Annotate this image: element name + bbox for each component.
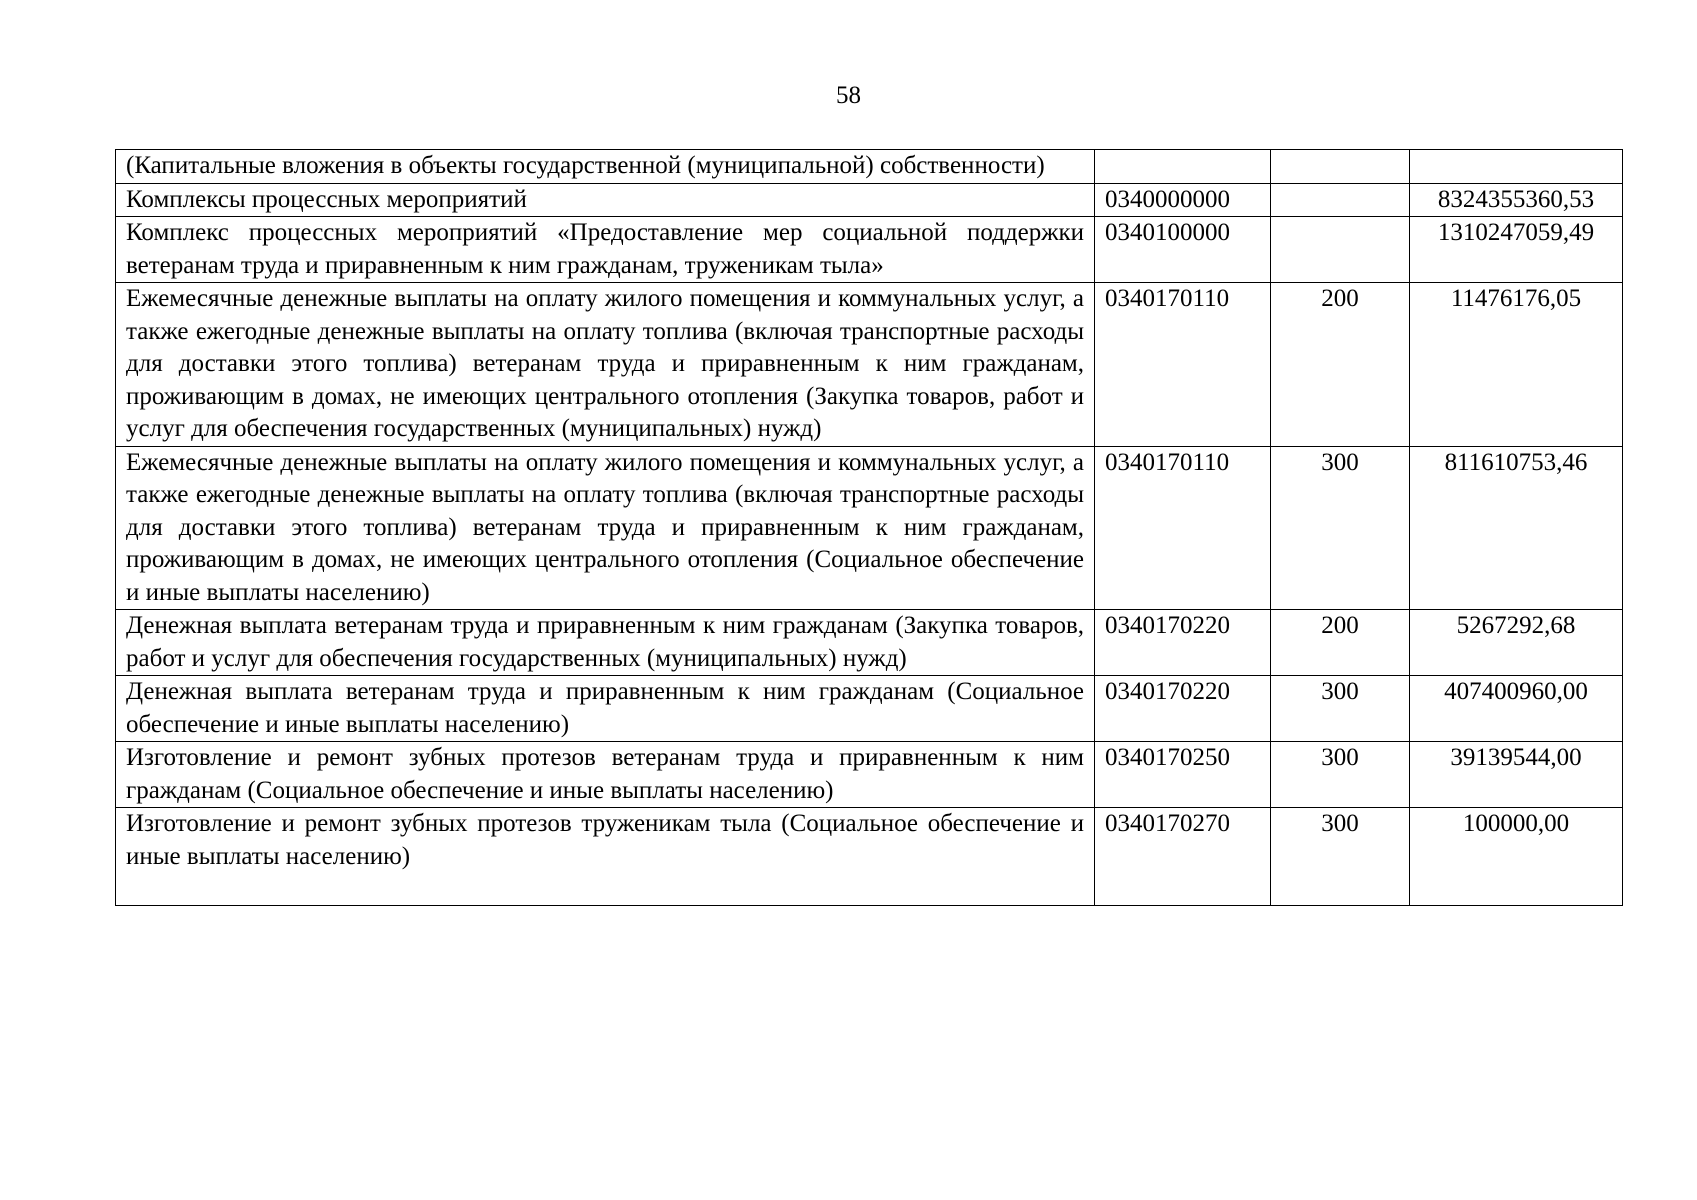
row-name: Ежемесячные денежные выплаты на оплату жилого помещения и коммунальных услуг, а также ежегодные денежные выплаты на оплату топлива (включая транспортные расходы для доставки этого топлива) ветеранам труда и приравненным к ним гражданам, проживающим в домах, не имеющих центрального отопления (Социальное обеспечение и иные выплаты населению) <box>116 446 1095 610</box>
row-code: 0340100000 <box>1095 217 1271 283</box>
row-name: (Капитальные вложения в объекты государственной (муниципальной) собственности) <box>116 150 1095 184</box>
row-name: Комплекс процессных мероприятий «Предоставление мер социальной поддержки ветеранам труда и приравненным к ним гражданам, труженикам тыла» <box>116 217 1095 283</box>
row-code: 0340170220 <box>1095 610 1271 676</box>
row-expense-type: 300 <box>1271 446 1410 610</box>
row-code: 0340170110 <box>1095 446 1271 610</box>
row-expense-type <box>1271 183 1410 217</box>
row-code: 0340170110 <box>1095 283 1271 447</box>
row-sum: 100000,00 <box>1410 808 1623 906</box>
row-sum: 407400960,00 <box>1410 676 1623 742</box>
row-code: 0340000000 <box>1095 183 1271 217</box>
row-sum: 811610753,46 <box>1410 446 1623 610</box>
row-code <box>1095 150 1271 184</box>
row-expense-type: 200 <box>1271 610 1410 676</box>
table-row <box>116 150 1623 184</box>
table-row <box>116 446 1623 610</box>
row-sum: 8324355360,53 <box>1410 183 1623 217</box>
row-sum <box>1410 150 1623 184</box>
row-name: Ежемесячные денежные выплаты на оплату жилого помещения и коммунальных услуг, а также ежегодные денежные выплаты на оплату топлива (включая транспортные расходы для доставки этого топлива) ветеранам труда и приравненным к ним гражданам, проживающим в домах, не имеющих центрального отопления (Закупка товаров, работ и услуг для обеспечения государственных (муниципальных) нужд) <box>116 283 1095 447</box>
row-expense-type: 300 <box>1271 808 1410 906</box>
row-code: 0340170250 <box>1095 742 1271 808</box>
table-row <box>116 217 1623 283</box>
row-sum: 1310247059,49 <box>1410 217 1623 283</box>
row-expense-type <box>1271 150 1410 184</box>
row-expense-type: 300 <box>1271 676 1410 742</box>
row-code: 0340170270 <box>1095 808 1271 906</box>
row-name: Изготовление и ремонт зубных протезов ветеранам труда и приравненным к ним гражданам (Социальное обеспечение и иные выплаты населению) <box>116 742 1095 808</box>
table-row <box>116 183 1623 217</box>
row-name: Денежная выплата ветеранам труда и приравненным к ним гражданам (Закупка товаров, работ и услуг для обеспечения государственных (муниципальных) нужд) <box>116 610 1095 676</box>
row-name: Комплексы процессных мероприятий <box>116 183 1095 217</box>
row-expense-type: 200 <box>1271 283 1410 447</box>
row-code: 0340170220 <box>1095 676 1271 742</box>
page-number: 58 <box>836 82 861 109</box>
row-sum: 11476176,05 <box>1410 283 1623 447</box>
row-expense-type <box>1271 217 1410 283</box>
table-row <box>116 610 1623 676</box>
table-row <box>116 676 1623 742</box>
table-row <box>116 283 1623 447</box>
budget-table <box>115 149 1623 906</box>
row-sum: 5267292,68 <box>1410 610 1623 676</box>
row-name: Денежная выплата ветеранам труда и приравненным к ним гражданам (Социальное обеспечение и иные выплаты населению) <box>116 676 1095 742</box>
table-row <box>116 808 1623 906</box>
row-expense-type: 300 <box>1271 742 1410 808</box>
table-row <box>116 742 1623 808</box>
row-name: Изготовление и ремонт зубных протезов труженикам тыла (Социальное обеспечение и иные выплаты населению) <box>116 808 1095 906</box>
row-sum: 39139544,00 <box>1410 742 1623 808</box>
